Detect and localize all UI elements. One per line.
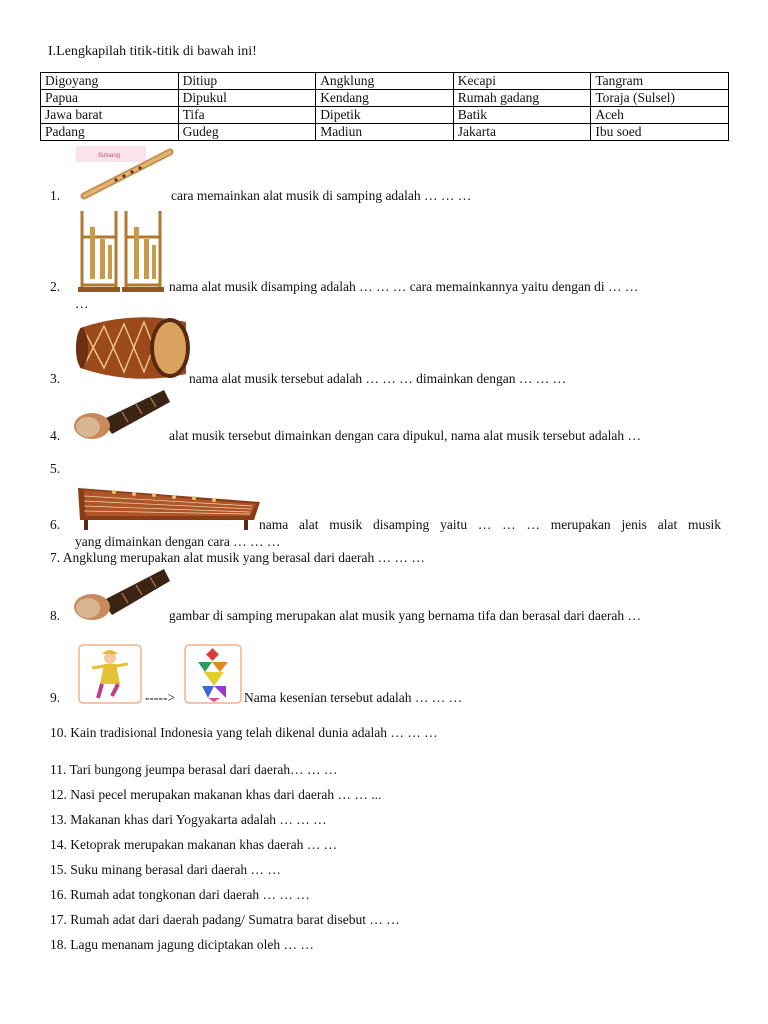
question-number: 8. xyxy=(50,608,61,623)
table-cell: Kendang xyxy=(316,90,454,107)
table-row xyxy=(41,90,729,107)
table-cell: Batik xyxy=(453,107,591,124)
worksheet-title: I.Lengkapilah titik-titik di bawah ini! xyxy=(48,44,257,59)
question-text: alat musik tersebut dimainkan dengan cara dipukul, nama alat musik tersebut adalah … xyxy=(169,428,641,443)
table-cell: Jakarta xyxy=(453,124,591,141)
suling-flute-image xyxy=(76,144,174,202)
question-text: 18. Lagu menanam jagung diciptakan oleh … … xyxy=(50,937,314,952)
question-text: gambar di samping merupakan alat musik yang bernama tifa dan berasal dari daerah … xyxy=(169,608,641,623)
question-text: 17. Rumah adat dari daerah padang/ Sumatra barat disebut … … xyxy=(50,912,400,927)
question-text: nama alat musik disamping adalah … … … cara memainkannya yaitu dengan di … … xyxy=(169,279,639,294)
table-cell: Aceh xyxy=(591,107,729,124)
table-cell: Rumah gadang xyxy=(453,90,591,107)
table-cell: Madiun xyxy=(316,124,454,141)
question-text: 10. Kain tradisional Indonesia yang telah dikenal dunia adalah … … … xyxy=(50,725,438,740)
table-cell: Dipetik xyxy=(316,107,454,124)
question-number: 3. xyxy=(50,371,61,386)
question-text: 15. Suku minang berasal dari daerah … … xyxy=(50,862,281,877)
question-text: 11. Tari bungong jeumpa berasal dari daerah… … … xyxy=(50,762,338,777)
table-cell: Ibu soed xyxy=(591,124,729,141)
tifa-drum-image xyxy=(72,563,172,623)
question-text: 7. Angklung merupakan alat musik yang berasal dari daerah … … … xyxy=(50,550,425,565)
table-cell: Ditiup xyxy=(178,73,316,90)
question-text: 12. Nasi pecel merupakan makanan khas dari daerah … … ... xyxy=(50,787,382,802)
question-text: 14. Ketoprak merupakan makanan khas daerah … … xyxy=(50,837,338,852)
table-cell: Jawa barat xyxy=(41,107,179,124)
table-cell: Tangram xyxy=(591,73,729,90)
table-cell: Tifa xyxy=(178,107,316,124)
traditional-dancer-image xyxy=(78,644,142,704)
table-cell: Papua xyxy=(41,90,179,107)
table-row xyxy=(41,73,729,90)
table-cell: Gudeg xyxy=(178,124,316,141)
arrow-text: -----> xyxy=(145,690,176,705)
question-text: 16. Rumah adat tongkonan dari daerah … … … xyxy=(50,887,310,902)
angklung-image xyxy=(78,205,164,293)
tangram-figure-image xyxy=(184,644,242,704)
question-text: Nama kesenian tersebut adalah … … … xyxy=(244,690,463,705)
suling-label: Suluang xyxy=(98,153,121,159)
question-number: 6. xyxy=(50,517,61,532)
table-row xyxy=(41,124,729,141)
question-text-continued: … xyxy=(75,296,89,311)
question-number: 9. xyxy=(50,690,61,705)
table-cell: Toraja (Sulsel) xyxy=(591,90,729,107)
tifa-drum-image xyxy=(72,384,172,442)
question-number: 1. xyxy=(50,188,61,203)
table-cell: Digoyang xyxy=(41,73,179,90)
table-cell: Dipukul xyxy=(178,90,316,107)
table-cell: Padang xyxy=(41,124,179,141)
question-text: nama alat musik tersebut adalah … … … dimainkan dengan … … … xyxy=(189,371,567,386)
question-text-continued: yang dimainkan dengan cara … … … xyxy=(75,534,281,549)
table-row xyxy=(41,107,729,124)
question-number: 2. xyxy=(50,279,61,294)
question-text: nama alat musik disamping yaitu … … … merupakan jenis alat musik xyxy=(259,517,721,532)
table-cell: Kecapi xyxy=(453,73,591,90)
kecapi-zither-image xyxy=(74,476,264,532)
answer-key-table xyxy=(40,72,729,141)
question-text: cara memainkan alat musik di samping adalah … … … xyxy=(171,188,472,203)
table-cell: Angklung xyxy=(316,73,454,90)
question-number: 4. xyxy=(50,428,61,443)
question-text: 13. Makanan khas dari Yogyakarta adalah … … … xyxy=(50,812,327,827)
question-number: 5. xyxy=(50,461,61,476)
kendang-drum-image xyxy=(74,308,192,388)
